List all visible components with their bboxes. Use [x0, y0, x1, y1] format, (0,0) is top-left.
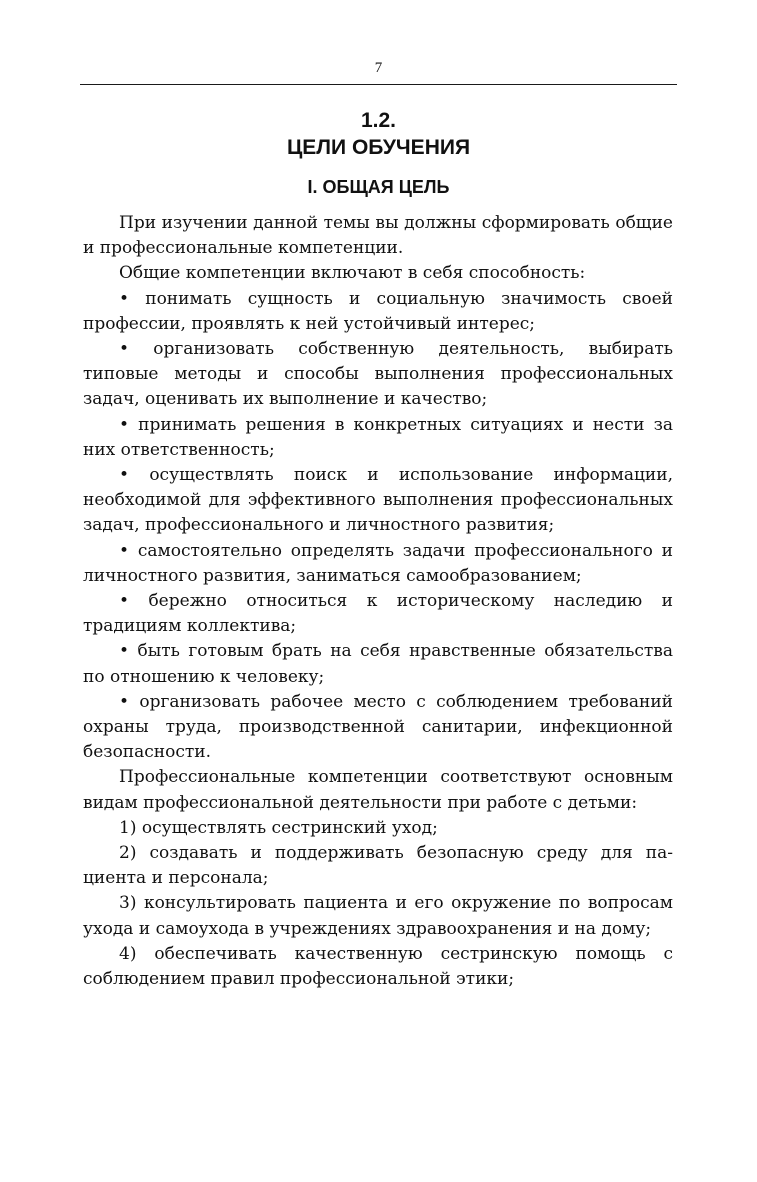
- list-item: • самостоятельно определять задачи профессионального и личностного развития, заниматься самообразованием;: [83, 540, 673, 586]
- list-item: • осуществлять поиск и использование информации, необходимой для эффективного выполнения профессиональных задач, профессионального и личностного развития;: [83, 465, 673, 536]
- numbered-item: 2) создавать и поддерживать безопасную среду для пациента и персонала;: [83, 843, 673, 889]
- list-item: • принимать решения в конкретных ситуациях и нести за них ответственность;: [83, 414, 673, 460]
- section-title: ЦЕЛИ ОБУЧЕНИЯ: [286, 136, 471, 159]
- intro-paragraph: При изучении данной темы вы должны сформировать общие и профессиональные компетенции.: [83, 213, 673, 259]
- general-competencies-intro: Общие компетенции включают в себя способность:: [119, 263, 586, 284]
- list-item: • понимать сущность и социальную значимость своей профессии, проявлять к ней устойчивый интерес;: [83, 288, 673, 334]
- numbered-item: 3) консультировать пациента и его окружение по вопросам ухода и самоухода в учреждениях здравоохранения и на дому;: [83, 893, 673, 939]
- professional-competencies-intro: Профессиональные компетенции соответствуют основным видам профессиональной деятельности при работе с детьми:: [83, 767, 673, 813]
- list-item: • быть готовым брать на себя нравственные обязательства по отношению к человеку;: [83, 641, 673, 687]
- page-header: [80, 58, 677, 85]
- numbered-item: 1) осуществлять сестринский уход;: [119, 817, 438, 838]
- list-item: • организовать собственную деятельность, выбирать типовые методы и способы выполнения профессиональных задач, оценивать их выполнение и качество;: [83, 339, 673, 410]
- section-subtitle: I. ОБЩАЯ ЦЕЛЬ: [307, 177, 450, 197]
- list-item: • бережно относиться к историческому наследию и традициям коллектива;: [83, 591, 673, 637]
- section-number: 1.2.: [360, 109, 397, 132]
- page-number: 7: [374, 60, 383, 76]
- list-item: • организовать рабочее место с соблюдением требований охраны труда, производственной санитарии, инфекционной безопасности.: [83, 691, 673, 763]
- numbered-item: 4) обеспечивать качественную сестринскую помощь с соблюдением правил профессиональной этики;: [83, 943, 673, 990]
- body-text: [83, 211, 673, 992]
